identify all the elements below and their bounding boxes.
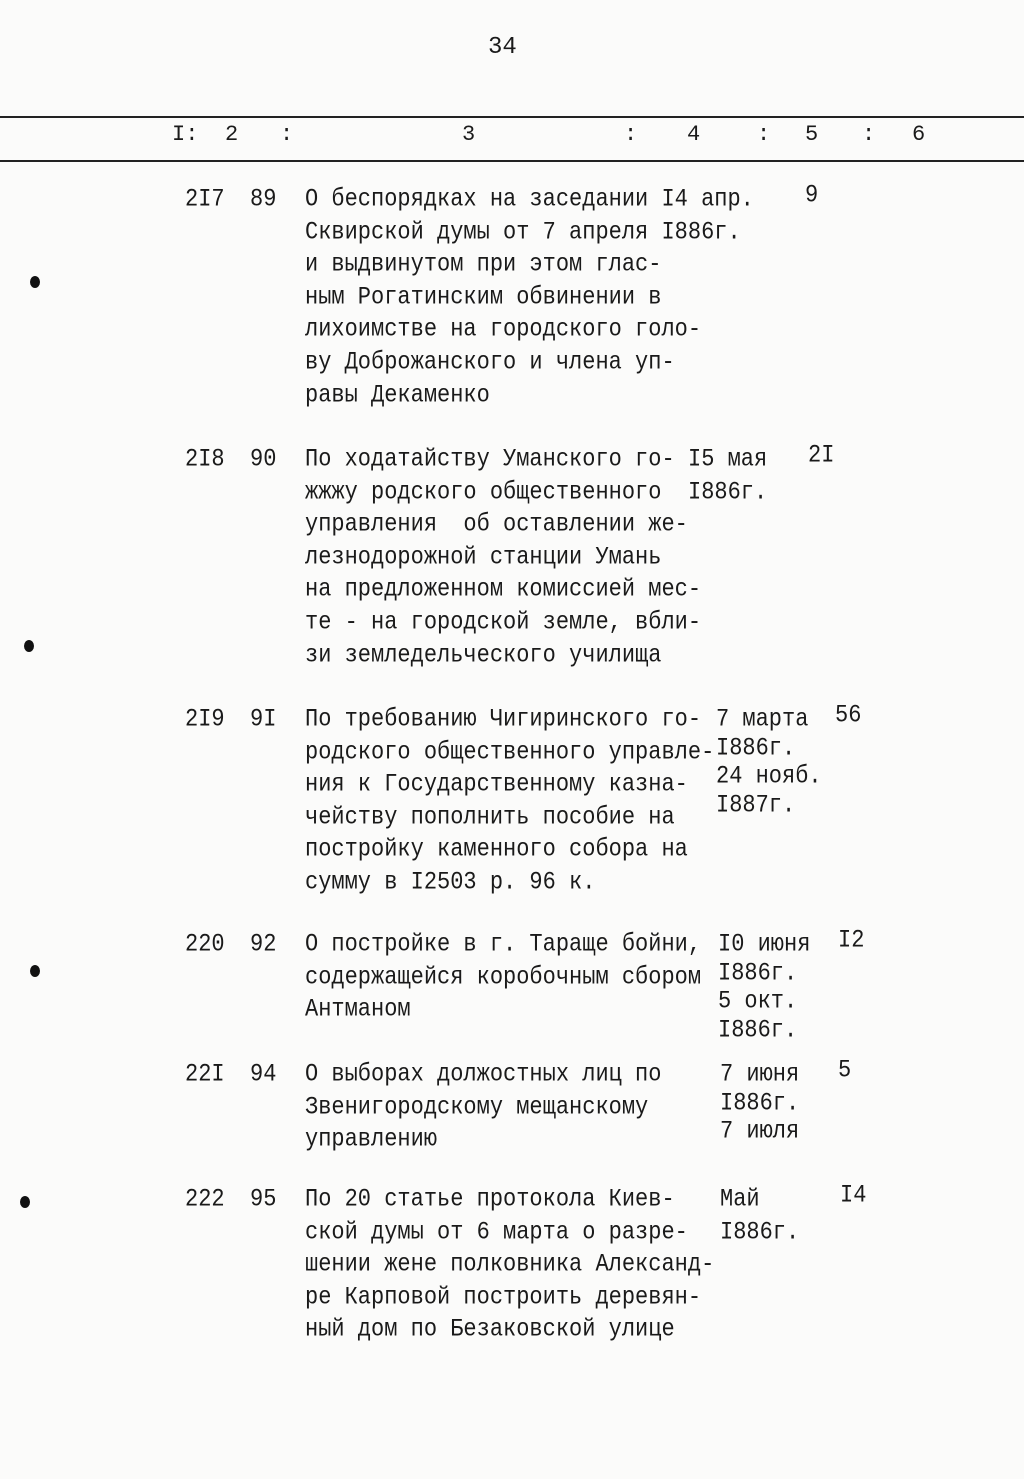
- column-header-0: I:: [172, 122, 199, 147]
- entry-title-line: чейству пополнить пособие на: [305, 802, 675, 832]
- header-top-rule: [0, 116, 1024, 118]
- entry-title-line: О беспорядках на заседании I4 апр.: [305, 185, 754, 214]
- entry-date: I5 мая: [688, 445, 768, 474]
- entry-sheets: 9: [805, 181, 819, 210]
- entry-date: 24 нояб.: [716, 762, 822, 791]
- entry-number: 2I7: [185, 185, 225, 214]
- column-header-6: :: [757, 122, 771, 147]
- entry-date: 7 июля: [720, 1117, 800, 1146]
- entry-number: 222: [185, 1185, 225, 1214]
- page-number: 34: [488, 34, 517, 61]
- entry-title-line: управления об оставлении же-: [305, 510, 688, 539]
- entry-col2: 90: [250, 445, 277, 474]
- header-bottom-rule: [0, 160, 1024, 162]
- entry-title-line: равы Декаменко: [305, 380, 490, 410]
- entry-date: I886г.: [720, 1088, 800, 1118]
- entry-number: 2I9: [185, 705, 225, 734]
- entry-sheets: I4: [840, 1181, 867, 1210]
- entry-date: 5 окт.: [718, 987, 798, 1016]
- binding-hole-mark: [20, 1196, 30, 1208]
- entry-title-line: постройку каменного собора на: [305, 835, 688, 865]
- binding-hole-mark: [30, 276, 40, 288]
- column-header-8: :: [862, 122, 876, 147]
- column-header-9: 6: [912, 122, 926, 147]
- entry-sheets: 5: [838, 1056, 852, 1085]
- entry-date: Май: [720, 1185, 760, 1214]
- entry-title-line: По 20 статье протокола Киев-: [305, 1185, 675, 1214]
- entry-title-line: зи земледельческого училища: [305, 640, 662, 670]
- entry-date: I0 июня: [718, 930, 811, 959]
- entry-title-line: лихоимстве на городского голо-: [305, 315, 702, 345]
- column-header-3: 3: [462, 122, 476, 147]
- column-header-7: 5: [805, 122, 819, 147]
- entry-number: 2I8: [185, 445, 225, 474]
- entry-title-line: родского общественного управле-: [305, 737, 715, 767]
- entry-title-line: По ходатайству Уманского го-: [305, 445, 675, 474]
- entry-title-line: ву Доброжанского и члена уп-: [305, 348, 675, 377]
- entry-col2: 89: [250, 185, 277, 214]
- entry-title-line: О постройке в г. Тараще бойни,: [305, 930, 702, 959]
- entry-col2: 95: [250, 1185, 277, 1214]
- entry-title-line: ской думы от 6 марта о разре-: [305, 1217, 688, 1247]
- entry-title-line: управлению: [305, 1125, 438, 1154]
- column-header-5: 4: [687, 122, 701, 147]
- entry-col2: 9I: [250, 705, 277, 734]
- entry-title-line: и выдвинутом при этом глас-: [305, 250, 662, 279]
- entry-title-line: Антманом: [305, 995, 411, 1024]
- entry-date: I887г.: [716, 790, 796, 820]
- entry-title-line: ре Карповой построить деревян-: [305, 1282, 702, 1312]
- entry-title-line: Сквирской думы от 7 апреля I886г.: [305, 217, 741, 247]
- entry-title-line: на предложенном комиссией мес-: [305, 575, 702, 605]
- column-header-1: 2: [225, 122, 239, 147]
- entry-title-line: По требованию Чигиринского го-: [305, 705, 702, 734]
- entry-date: I886г.: [718, 1015, 798, 1045]
- entry-title-line: ния к Государственному казна-: [305, 770, 688, 799]
- entry-sheets: I2: [838, 926, 865, 955]
- entry-title-line: Звенигородскому мещанскому: [305, 1092, 649, 1122]
- entry-date: I886г.: [688, 477, 768, 507]
- entry-title-line: те - на городской земле, вбли-: [305, 608, 702, 637]
- binding-hole-mark: [30, 965, 40, 977]
- entry-date: I886г.: [716, 733, 796, 763]
- entry-number: 220: [185, 930, 225, 959]
- entry-date: I886г.: [720, 1217, 800, 1247]
- entry-title-line: сумму в I2503 р. 96 к.: [305, 868, 596, 897]
- entry-title-line: О выборах должостных лиц по: [305, 1060, 662, 1089]
- entry-title-line: шении жене полковника Александ-: [305, 1250, 715, 1279]
- column-header-4: :: [624, 122, 638, 147]
- entry-title-line: ным Рогатинским обвинении в: [305, 282, 662, 312]
- entry-title-line: жжжу родского общественного: [305, 477, 662, 507]
- entry-col2: 94: [250, 1060, 277, 1089]
- entry-title-line: лезнодорожной станции Умань: [305, 542, 662, 572]
- binding-hole-mark: [24, 640, 34, 652]
- entry-title-line: ный дом по Безаковской улице: [305, 1315, 675, 1345]
- entry-col2: 92: [250, 930, 277, 959]
- entry-sheets: 56: [835, 701, 862, 730]
- entry-date: 7 июня: [720, 1060, 800, 1089]
- entry-sheets: 2I: [808, 441, 835, 470]
- entry-date: I886г.: [718, 958, 798, 988]
- entry-date: 7 марта: [716, 705, 809, 734]
- entry-number: 22I: [185, 1060, 225, 1089]
- entry-title-line: содержащейся коробочным сбором: [305, 962, 702, 992]
- column-header-2: :: [280, 122, 294, 147]
